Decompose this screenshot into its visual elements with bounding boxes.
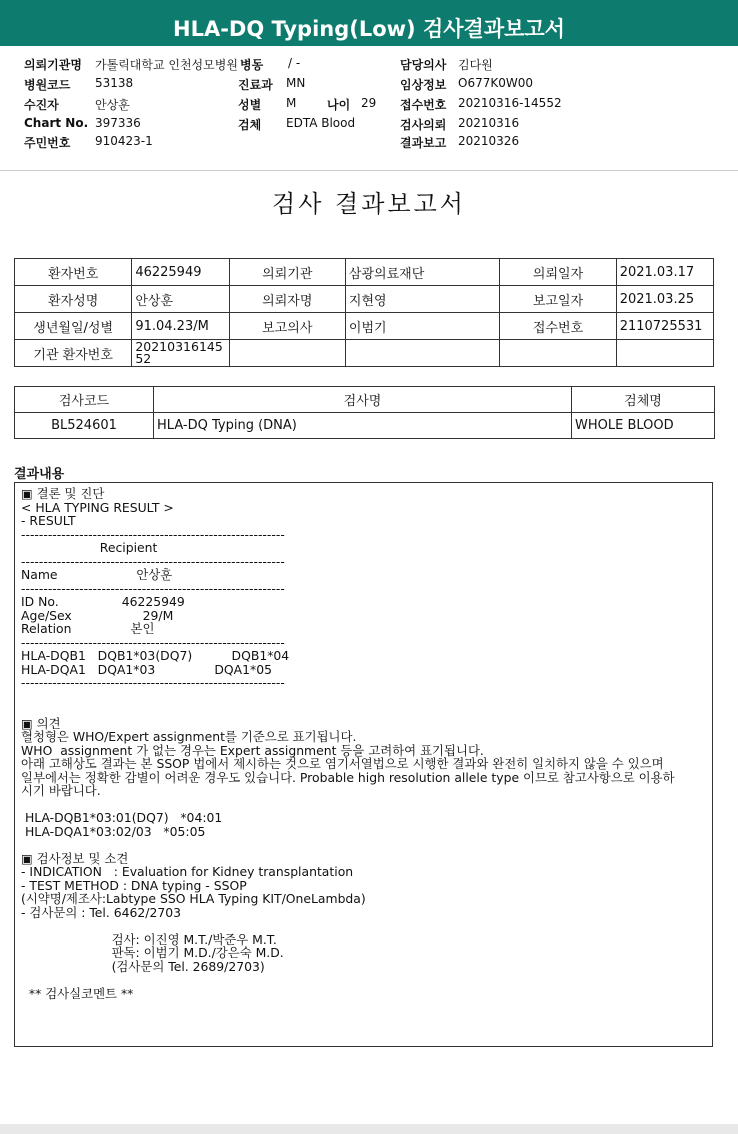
value-specimen: EDTA Blood [286,116,356,130]
cell-value: 안상훈 [132,286,229,313]
result-line: - TEST METHOD : DNA typing - SSOP [21,877,247,893]
result-line: Name 안상훈 [21,567,173,582]
label-result-report: 결과보고 [400,136,447,150]
label-specimen: 검체 [238,118,262,132]
cell-label: 의뢰기관 [229,259,345,286]
value-receipt-number: 20210316-14552 [458,96,562,110]
cell-value: 2021.03.17 [616,259,713,286]
label-department: 진료과 [238,78,273,92]
cell-label: 환자성명 [15,286,132,313]
cell-value: 지현영 [345,286,499,313]
result-line [21,798,675,812]
result-line: ▣ 검사정보 및 소견 [21,850,129,866]
cell-value: 2021031614552 [132,340,229,367]
result-line: - 검사문의 : Tel. 6462/2703 [21,904,181,920]
label-requesting-institution: 의뢰기관명 [24,58,82,72]
result-line: ▣ 결론 및 진단 [21,486,105,501]
result-line: ----------------------------------------------------------- [21,580,285,596]
value-ward: / - [288,56,301,70]
result-line: (시약명/제조사:Labtype SSO HLA Typing KIT/OneLambda) [21,891,366,906]
result-line: Age/Sex 29/M [21,607,174,623]
cell-value: 91.04.23/M [132,313,229,340]
result-line: HLA-DQA1 DQA1*03 DQA1*05 [21,661,272,677]
header-divider [0,170,738,171]
value-patient: 안상훈 [95,98,130,112]
label-patient: 수진자 [24,98,59,112]
value-resident-number: 910423-1 [95,134,153,148]
result-line [21,690,675,704]
test-code: BL524601 [15,413,154,439]
result-line: 혈청형은 WHO/Expert assignment를 기준으로 표기됩니다. [21,729,357,744]
cell-label: 접수번호 [500,313,616,340]
cell-empty [500,340,616,367]
cell-label: 보고일자 [500,286,616,313]
result-line: Relation 본인 [21,621,155,636]
label-ward: 병동 [240,58,264,72]
bottom-band [0,1124,738,1134]
result-line: WHO assignment 가 없는 경우는 Expert assignment 등을 고려하여 표기됩니다. [21,742,484,758]
result-line: 일부에서는 정확한 감별이 어려운 경우도 있습니다. Probable high resolution allele type 이므로 참고사항으로 이용하 [21,769,675,785]
label-sex: 성별 [238,98,262,112]
table-header-row [15,387,715,413]
table-row [15,313,714,340]
cell-value: 2021.03.25 [616,286,713,313]
result-line [21,973,675,987]
patient-info-table [14,258,714,367]
value-physician: 김다원 [458,58,493,72]
cell-value: 이범기 [345,313,499,340]
cell-label: 생년월일/성별 [15,313,132,340]
cell-empty [616,340,713,367]
result-text [21,487,675,1000]
test-name: HLA-DQ Typing (DNA) [154,413,572,439]
result-line: ----------------------------------------------------------- [21,553,285,569]
label-physician: 담당의사 [400,58,447,72]
table-row [15,413,715,439]
result-line: ID No. 46225949 [21,594,185,609]
label-test-request: 검사의뢰 [400,118,447,132]
column-header: 검체명 [572,387,715,413]
result-line: 시기 바랍니다. [21,783,101,798]
result-content-box [14,482,713,1047]
result-line: < HLA TYPING RESULT > [21,499,174,515]
cell-label: 의뢰일자 [500,259,616,286]
result-line: 아래 고해상도 결과는 본 SSOP 법에서 제시하는 것으로 염기서열법으로 시행한 결과와 완전히 일치하지 않을 수 있으며 [21,756,664,771]
column-header: 검사명 [154,387,572,413]
cell-empty [229,340,345,367]
result-line: - RESULT [21,513,76,528]
result-line: - INDICATION : Evaluation for Kidney transplantation [21,864,354,879]
cell-label: 환자번호 [15,259,132,286]
result-line: (검사문의 Tel. 2689/2703) [21,958,265,974]
result-line [21,703,675,717]
value-chart-no: 397336 [95,116,141,130]
request-header [0,52,738,170]
table-row [15,340,714,367]
value-age: 29 [361,96,377,110]
cell-label: 기관 환자번호 [15,340,132,367]
result-line: ----------------------------------------------------------- [21,675,285,690]
cell-label: 보고의사 [229,313,345,340]
value-result-report: 20210326 [458,134,520,148]
result-line: ----------------------------------------------------------- [21,526,285,542]
cell-empty [345,340,499,367]
result-line: ----------------------------------------------------------- [21,634,285,650]
result-line [21,838,675,852]
label-chart-no: Chart No. [24,116,89,130]
value-clinical-info: O677K0W00 [458,76,533,90]
value-requesting-institution: 가톨릭대학교 인천성모병원 [95,58,238,72]
value-hospital-code: 53138 [95,76,134,90]
result-line: HLA-DQB1*03:01(DQ7) *04:01 [21,810,223,825]
value-department: MN [286,76,306,90]
column-header: 검사코드 [15,387,154,413]
report-title: HLA-DQ Typing(Low) 검사결과보고서 [0,0,738,46]
result-heading: 결과내용 [14,467,65,482]
cell-value: 46225949 [132,259,229,286]
result-line: Recipient [21,540,158,555]
result-line: 검사: 이진영 M.T./박준우 M.T. [21,931,277,947]
label-resident-number: 주민번호 [24,136,71,150]
result-line: HLA-DQB1 DQB1*03(DQ7) DQB1*04 [21,648,290,663]
value-sex: M [286,96,297,110]
table-row [15,259,714,286]
cell-value: 삼광의료재단 [345,259,499,286]
table-row [15,286,714,313]
label-clinical-info: 임상정보 [400,78,447,92]
document-title: 검사 결과보고서 [272,190,466,218]
test-info-table [14,386,715,439]
result-line: ▣ 의견 [21,715,61,731]
cell-label: 의뢰자명 [229,286,345,313]
result-line: HLA-DQA1*03:02/03 *05:05 [21,823,206,839]
specimen-name: WHOLE BLOOD [572,413,715,439]
label-receipt-number: 접수번호 [400,98,447,112]
cell-value: 2110725531 [616,313,713,340]
label-hospital-code: 병원코드 [24,78,71,92]
label-age: 나이 [327,98,351,112]
result-line [21,919,675,933]
result-line: ** 검사실코멘트 ** [21,985,134,1001]
value-test-request: 20210316 [458,116,520,130]
result-line: 판독: 이범기 M.D./강은숙 M.D. [21,945,284,960]
